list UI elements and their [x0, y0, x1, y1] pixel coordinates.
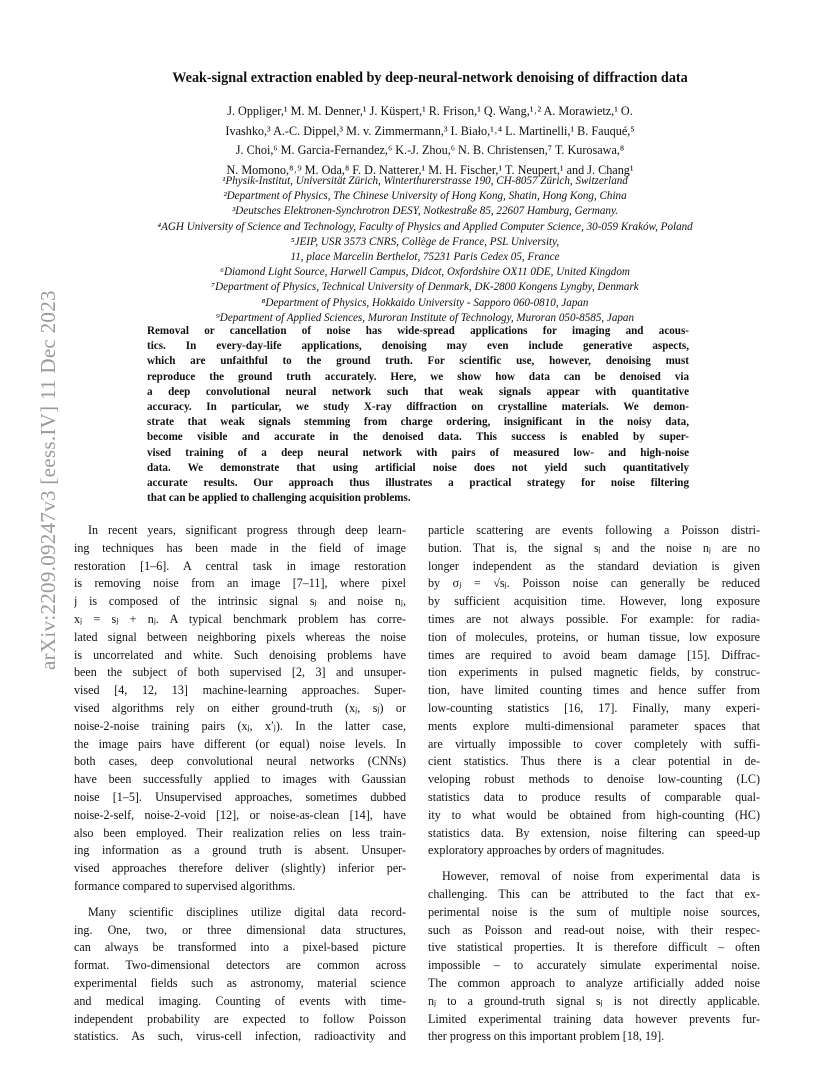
author-list	[120, 102, 740, 180]
abstract-line: strate that weak signals stemming from charge ordering, insignificant in the noisy data,	[147, 416, 689, 429]
abstract	[147, 324, 689, 506]
body-text-line: are virtually impossible to cover completely with suffi-	[428, 736, 760, 751]
abstract-line: become visible and accurate in the denoised data. This success is enabled by super-	[147, 431, 689, 444]
body-text-line: xⱼ = sⱼ + nⱼ. A typical benchmark problem has corre-	[74, 611, 406, 626]
body-text-line: by σⱼ = √sⱼ. Poisson noise can generally be reduced	[428, 576, 760, 591]
body-text-line: ing techniques has been made in the field of image	[74, 540, 406, 555]
body-text-line: j is composed of the intrinsic signal sⱼ and noise nⱼ,	[74, 594, 406, 609]
body-text-line: statistics data to produce results of comparable qual-	[428, 789, 760, 804]
body-text-line: challenging. This can be attributed to the fact that ex-	[428, 886, 760, 901]
author-line: N. Momono,⁸˒⁹ M. Oda,⁸ F. D. Natterer,¹ M. H. Fischer,¹ T. Neupert,¹ and J. Chang¹	[226, 162, 634, 177]
author-line: J. Oppliger,¹ M. M. Denner,¹ J. Küspert,¹ R. Frison,¹ Q. Wang,¹˒² A. Morawietz,¹ O.	[227, 104, 633, 118]
abstract-line: accurate results. Our approach thus illustrates a practical strategy for noise filtering	[147, 477, 689, 490]
affiliation-line: 11, place Marcelin Berthelot, 75231 Paris Cedex 05, France	[290, 251, 560, 264]
body-text-line: also been employed. Their realization relies on less train-	[74, 825, 406, 840]
arxiv-identifier-stamp: arXiv:2209.09247v3 [eess.IV] 11 Dec 2023	[36, 290, 60, 670]
affiliation-line: ²Department of Physics, The Chinese University of Hong Kong, Shatin, Hong Kong, China	[223, 190, 627, 203]
affiliation-line: ³Deutsches Elektronen-Synchrotron DESY, Notkestraße 85, 22607 Hamburg, Germany.	[231, 205, 619, 218]
body-text-line: times are not always possible. For example: for radia-	[428, 611, 760, 626]
body-text-line: veloping robust methods to denoise low-counting (LC)	[428, 772, 760, 787]
body-text-line: tion, have limited counting times and hence suffer from	[428, 683, 760, 698]
body-text-line: exploratory approaches by orders of magnitudes.	[428, 843, 665, 858]
abstract-line: data. We demonstrate that using artificial noise does not yield such quantitatively	[147, 461, 689, 474]
body-text-line: restoration [1–6]. A central task in image restoration	[74, 558, 406, 573]
body-text-line: statistics. As such, virus-cell infection, radioactivity and	[74, 1029, 406, 1044]
body-text-line: In recent years, significant progress through deep learn-	[88, 523, 406, 537]
body-text-line: longer independent as the standard deviation is given	[428, 558, 760, 573]
body-text-line: lated signal between neighboring pixels whereas the noise	[74, 629, 406, 644]
body-text-line: is removing noise from an image [7–11], where pixel	[74, 576, 406, 591]
body-text-line: experimental fields such as astronomy, material science	[74, 975, 406, 990]
body-text-line: particle scattering are events following a Poisson distri-	[428, 523, 760, 537]
body-text-line: both cases, deep convolutional neural networks (CNNs)	[74, 754, 406, 769]
abstract-line: vised training of a deep neural network with pairs of measured low- and high-noise	[147, 446, 689, 459]
body-text-line: cient statistics. Thus there is a clear potential in de-	[428, 754, 760, 769]
paragraph-gap	[428, 860, 760, 868]
body-text-line: low-counting statistics [16, 17]. Finally, many experi-	[428, 700, 760, 715]
author-line: J. Choi,⁶ M. Garcia-Fernandez,⁶ K.-J. Zhou,⁶ N. B. Christensen,⁷ T. Kurosawa,⁸	[235, 143, 625, 158]
body-text-line: the image pairs have different (or equal) noise levels. In	[74, 736, 406, 751]
body-text-line: ing information as a ground truth is absent. Unsuper-	[74, 843, 406, 858]
body-text-line: formance compared to supervised algorithms.	[74, 878, 296, 893]
paragraph-gap	[74, 896, 406, 904]
body-text-line: statistics data. By extension, noise filtering can speed-up	[428, 825, 760, 840]
author-line: Ivashko,³ A.-C. Dippel,³ M. v. Zimmermann,³ I. Biało,¹˒⁴ L. Martinelli,¹ B. Fauqué,⁵	[225, 123, 635, 138]
body-text-line: independent probability are expected to follow Poisson	[74, 1011, 406, 1026]
body-text-line: ing. One, two, or three dimensional data structures,	[74, 922, 406, 937]
body-text-line: ments explore multi-dimensional parameter spaces that	[428, 718, 760, 733]
affiliation-line: ⁷Department of Physics, Technical University of Denmark, DK-2800 Kongens Lyngby, Denmark	[211, 281, 639, 294]
body-text-line: impossible – to accurately simulate experimental noise.	[428, 958, 760, 973]
body-text-line: can always be transformed into a pixel-based picture	[74, 940, 406, 955]
body-text-line: vised algorithms rely on either ground-truth (xⱼ, sⱼ) or	[74, 700, 406, 715]
body-text-line: been the subject of both supervised [2, 3] and unsuper-	[74, 665, 406, 680]
body-text-line: is uncorrelated and white. Such denoising problems have	[74, 647, 406, 662]
abstract-line: reproduce the ground truth accurately. Here, we show how data can be denoised via	[147, 370, 689, 383]
affiliation-line: ⁸Department of Physics, Hokkaido University - Sapporo 060-0810, Japan	[261, 296, 589, 309]
affiliation-line: ⁶Diamond Light Source, Harwell Campus, Didcot, Oxfordshire OX11 0DE, United Kingdom	[220, 266, 630, 279]
body-text-line: by sufficient acquisition time. However, long exposure	[428, 594, 760, 609]
body-text-line: perimental noise is the sum of multiple noise sources,	[428, 904, 760, 919]
body-text-line: bution. That is, the signal sⱼ and the noise nⱼ are no	[428, 540, 760, 555]
body-text-line: noise-2-noise training pairs (xⱼ, x′ⱼ). In the latter case,	[74, 718, 406, 733]
body-text-line: format. Two-dimensional detectors are common across	[74, 958, 406, 973]
abstract-line: accuracy. In particular, we study X-ray diffraction on crystalline materials. We demon-	[147, 401, 689, 414]
affiliation-line: ¹Physik-Institut, Universität Zürich, Winterthurerstrasse 190, CH-8057 Zürich, Switzerland	[222, 175, 628, 187]
body-text-line: However, removal of noise from experimental data is	[442, 869, 760, 884]
body-text-line: and medical imaging. Counting of events with time-	[74, 993, 406, 1008]
paper-title: Weak-signal extraction enabled by deep-neural-network denoising of diffraction data	[172, 70, 688, 86]
affiliation-line: ⁴AGH University of Science and Technology, Faculty of Physics and Applied Computer Science, 30-059 Kraków, Poland	[157, 220, 693, 233]
body-text-line: have been successfully applied to images with Gaussian	[74, 772, 406, 787]
abstract-line: a deep convolutional neural network such that weak signals appear with quantitative	[147, 385, 689, 398]
body-column-left	[74, 522, 406, 1046]
body-text-line: times are required to avoid beam damage [15]. Diffrac-	[428, 647, 760, 662]
body-text-line: vised [4, 12, 13] machine-learning approaches. Super-	[74, 683, 406, 698]
body-text-line: Limited experimental training data however prevents fur-	[428, 1011, 760, 1026]
body-text-line: such as Poisson and read-out noise, with their respec-	[428, 922, 760, 937]
abstract-line: tics. In every-day-life applications, denoising may even include generative aspects,	[147, 340, 689, 353]
abstract-line: that can be applied to challenging acquisition problems.	[147, 492, 411, 505]
body-column-right	[428, 522, 760, 1046]
body-text-line: Many scientific disciplines utilize digital data record-	[88, 904, 406, 919]
affiliation-list	[75, 174, 775, 326]
body-text-line: ther progress on this important problem [18, 19].	[428, 1029, 665, 1044]
affiliation-line: ⁵JEIP, USR 3573 CNRS, Collège de France, PSL University,	[290, 235, 560, 248]
body-text-line: vised approaches therefore deliver (slightly) inferior per-	[74, 861, 406, 876]
body-text-line: tion of molecules, proteins, or human tissue, low exposure	[428, 629, 760, 644]
body-text-line: tive statistical properties. It is therefore difficult – often	[428, 940, 760, 955]
body-text-line: ity to what would be obtained from high-counting (HC)	[428, 807, 760, 822]
body-text-line: The common approach to analyze artificially added noise	[428, 975, 760, 990]
abstract-line: which are unfaithful to the ground truth. For scientific use, however, denoising must	[147, 355, 689, 368]
body-text-line: nⱼ to a ground-truth signal sⱼ is not directly applicable.	[428, 993, 760, 1008]
affiliation-line: ⁹Department of Applied Sciences, Muroran Institute of Technology, Muroran 050-8585, Japan	[215, 311, 635, 324]
body-text-line: tion experiments in pulsed magnetic fields, by construc-	[428, 665, 760, 680]
body-text-line: noise [1–5]. Unsupervised approaches, sometimes dubbed	[74, 789, 406, 804]
body-text-line: noise-2-self, noise-2-void [12], or noise-as-clean [14], have	[74, 807, 406, 822]
abstract-line: Removal or cancellation of noise has wide-spread applications for imaging and acous-	[147, 325, 689, 337]
